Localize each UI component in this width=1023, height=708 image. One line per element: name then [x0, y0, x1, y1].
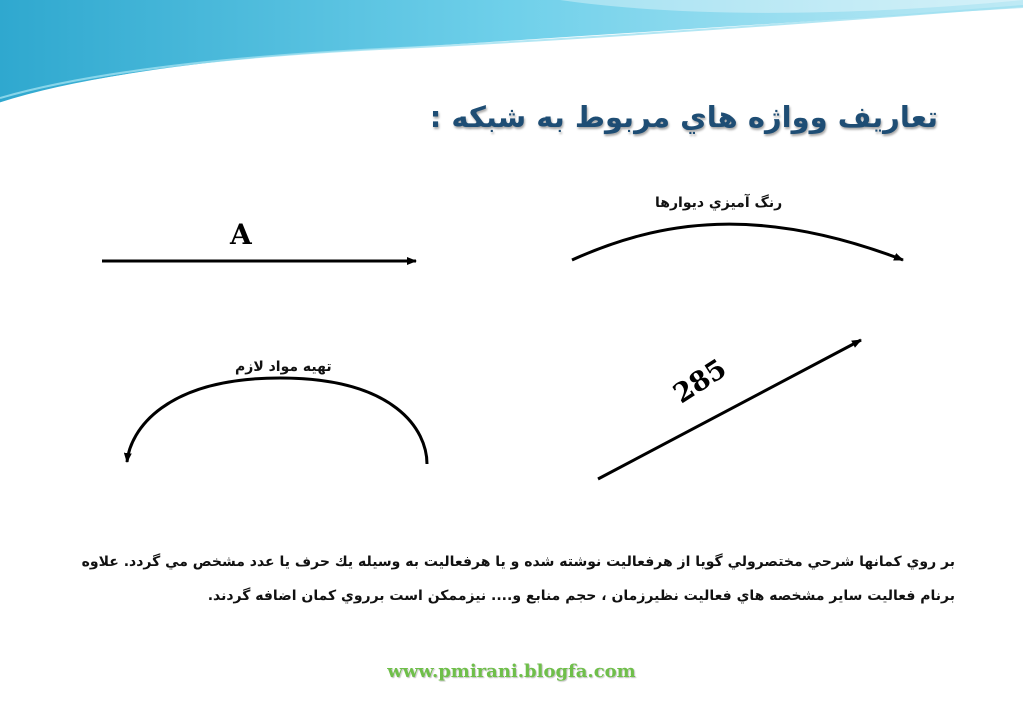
- footer-url: www.pmirani.blogfa.com: [387, 661, 636, 682]
- arc-left-label: تهيه مواد لازم: [235, 359, 332, 375]
- page-title: تعاريف وواژه هاي مربوط به شبكه :: [429, 100, 938, 134]
- description-text: بر روي كمانها شرحي مختصرولي گويا از هرفعاليت نوشته شده و يا هرفعاليت به وسيله يك حرف يا عدد مشخص مي گردد. علاوه برنام فعاليت ساير مشخصه هاي فعاليت نظيرزمان ، حجم منابع و.... نيزممكن است برروي كمان اضافه گردند.: [81, 554, 955, 604]
- diagonal-label: 285: [668, 353, 733, 410]
- curved-arrow-right: [572, 224, 903, 260]
- diagonal-arrow: [598, 340, 861, 479]
- semicircle-arrow: [127, 378, 427, 464]
- arrow-a-label: A: [230, 218, 252, 251]
- arc-right-label: رنگ آميزي ديوارها: [655, 195, 783, 211]
